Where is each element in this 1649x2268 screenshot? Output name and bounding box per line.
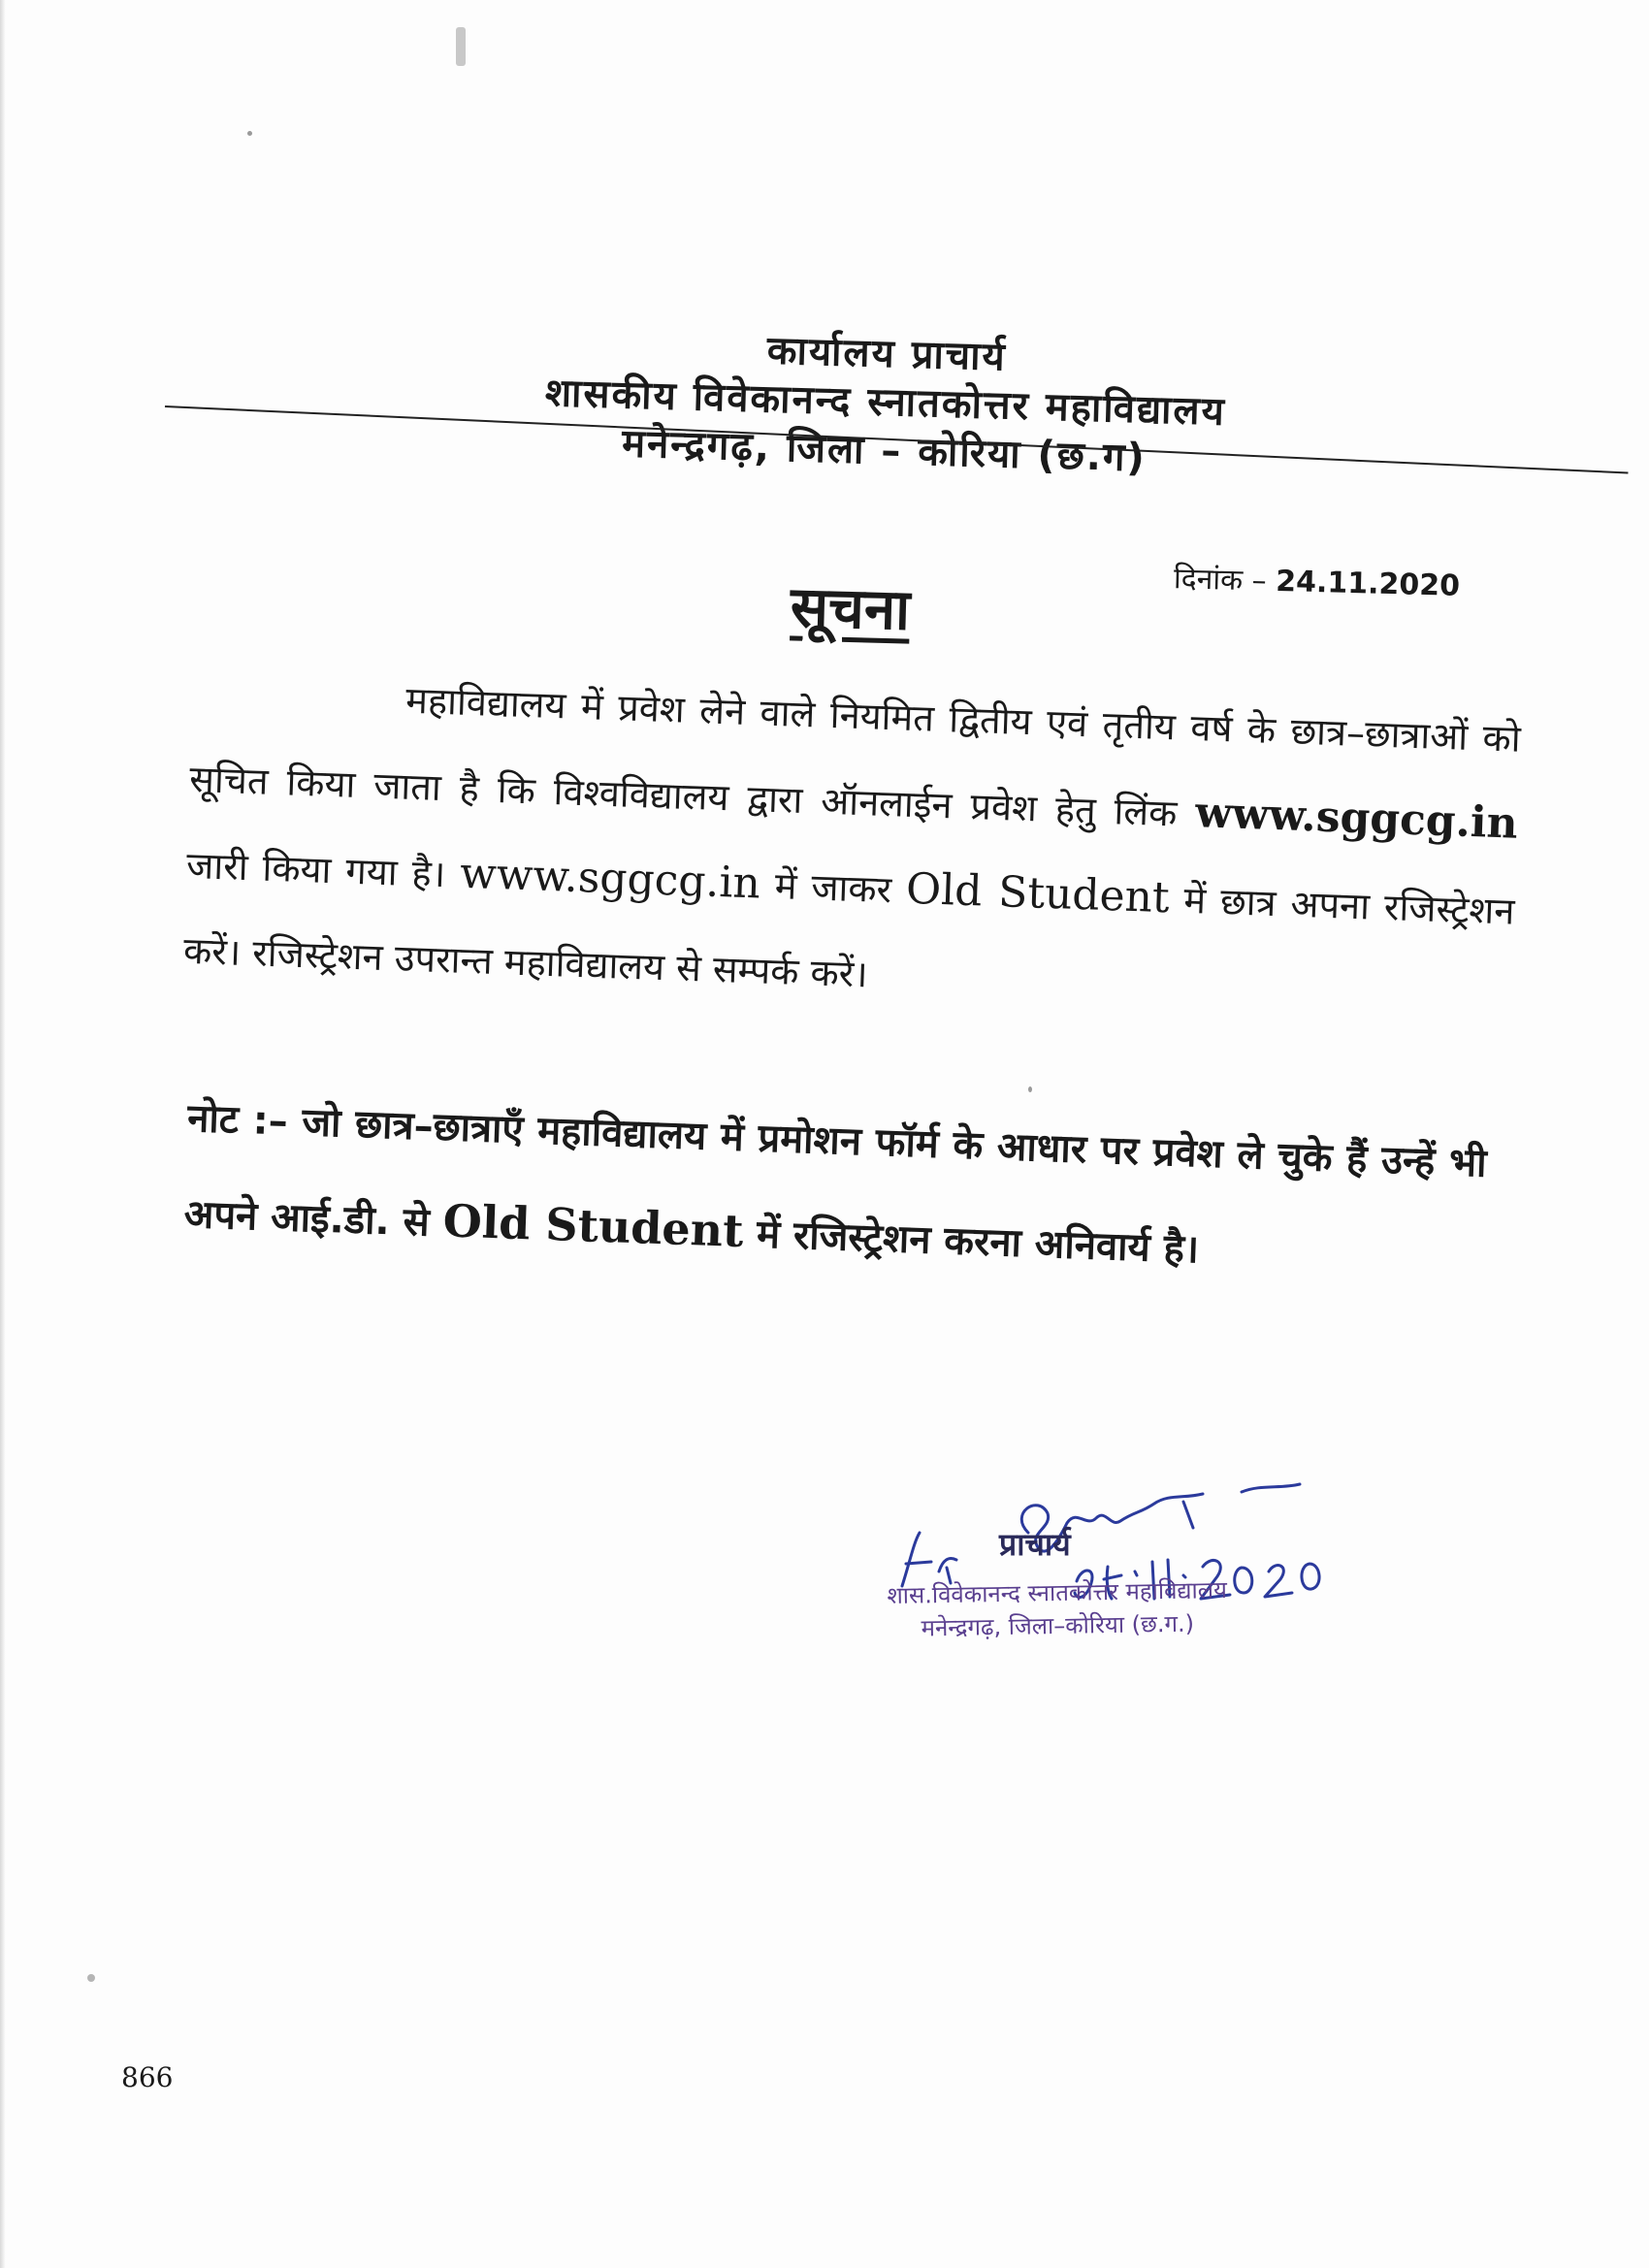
header-address-line: मनेन्द्रगढ़, जिला – कोरिया (छ.ग) bbox=[621, 421, 1148, 481]
note-part-2: में रजिस्ट्रेशन करना अनिवार्य है। bbox=[756, 1212, 1200, 1273]
body-part-1: महाविद्यालय में प्रवेश लेने वाले नियमित द्वितीय एवं तृतीय वर्ष के छात्र–छात्राओं को सूचित किया जाता है कि विश्वविद्यालय द्वारा ऑनलाईन प्रवेश हेतु लिंक bbox=[188, 678, 1522, 835]
header-college-line: शासकीय विवेकानन्द स्नातकोत्तर महाविद्यालय bbox=[544, 371, 1227, 435]
header-office-line: कार्यालय प्राचार्य bbox=[766, 328, 1008, 380]
old-student-label: Old Student bbox=[905, 863, 1171, 923]
page-number: 866 bbox=[121, 2061, 174, 2093]
notice-body bbox=[182, 650, 1523, 1040]
notice-date bbox=[1174, 557, 1461, 604]
website-link-bold: www.sggcg.in bbox=[1194, 788, 1519, 849]
scan-dust bbox=[1028, 1086, 1032, 1092]
stamp-line-college: शास.विवेकानन्द स्नातकोत्तर महाविद्यालय bbox=[887, 1575, 1228, 1610]
scan-edge-left bbox=[0, 0, 6, 2268]
principal-title: प्राचार्य bbox=[999, 1526, 1071, 1563]
body-part-4: में छात्र अपना रजिस्ट्रेशन करें। रजिस्ट्रेशन उपरान्त महाविद्यालय से सम्पर्क करें। bbox=[182, 878, 1516, 996]
website-link: www.sggcg.in bbox=[459, 848, 761, 909]
scan-dust bbox=[87, 1974, 95, 1982]
body-part-2: जारी किया गया है। bbox=[185, 843, 446, 896]
notice-title: सूचना bbox=[790, 573, 912, 643]
note-part-1: नोट :– जो छात्र–छात्राएँ महाविद्यालय में प्रमोशन फॉर्म के आधार पर प्रवेश ले चुके हैं उन्हें भी अपने आई.डी. से bbox=[183, 1095, 1488, 1246]
office-header bbox=[374, 315, 1397, 489]
notice-note bbox=[182, 1072, 1488, 1307]
scan-mark bbox=[456, 27, 466, 66]
body-part-3: में जाकर bbox=[774, 864, 892, 912]
stamp-line-address: मनेन्द्रगढ़, जिला–कोरिया (छ.ग.) bbox=[921, 1609, 1195, 1642]
date-label: दिनांक – bbox=[1173, 562, 1268, 599]
date-value: 24.11.2020 bbox=[1275, 564, 1461, 603]
college-stamp bbox=[853, 1572, 1261, 1645]
note-old-student-label: Old Student bbox=[441, 1194, 745, 1258]
scan-dust bbox=[247, 131, 252, 136]
